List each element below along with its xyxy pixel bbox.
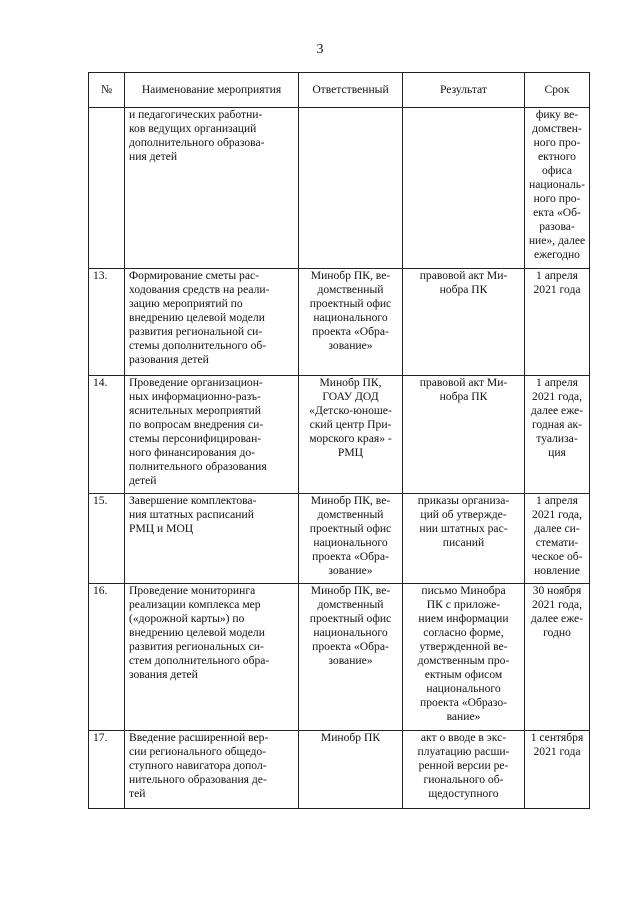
row-name: Проведение организацион- ных информационно-разъ- яснительных мероприятий по вопросам внедрения си- стемы персонифицирован- ного финансирования до- полнительного образования детей [125, 376, 299, 494]
row-num: 14. [89, 376, 125, 494]
table-row [89, 376, 590, 494]
row-num: 15. [89, 494, 125, 584]
header-name: Наименование мероприятия [125, 73, 299, 108]
row-deadline: 1 апреля 2021 года, далее еже- годная ак- туализа- ция [525, 376, 590, 494]
row-result [403, 108, 525, 269]
row-result: правовой акт Ми- нобра ПК [403, 376, 525, 494]
row-responsible: Минобр ПК, ве- домственный проектный офис национального проекта «Обра- зование» [299, 584, 403, 731]
row-responsible [299, 108, 403, 269]
table-header-row [89, 73, 590, 108]
row-num: 13. [89, 269, 125, 376]
table-row [89, 494, 590, 584]
row-result: письмо Минобра ПК с приложе- нием информации согласно форме, утвержденной ве- домственным про- ектным офисом национального проекта «Образо- вание» [403, 584, 525, 731]
row-result: правовой акт Ми- нобра ПК [403, 269, 525, 376]
row-deadline: 1 сентября 2021 года [525, 731, 590, 809]
row-responsible: Минобр ПК, ве- домственный проектный офис национального проекта «Обра- зование» [299, 494, 403, 584]
header-deadline: Срок [525, 73, 590, 108]
row-deadline: 1 апреля 2021 года [525, 269, 590, 376]
row-deadline: 30 ноября 2021 года, далее еже- годно [525, 584, 590, 731]
row-responsible: Минобр ПК [299, 731, 403, 809]
header-responsible: Ответственный [299, 73, 403, 108]
row-deadline: фику ве- домствен- ного про- ектного офиса националь- ного про- екта «Об- разова- ние», далее ежегодно [525, 108, 590, 269]
table-row [89, 108, 590, 269]
header-result: Результат [403, 73, 525, 108]
table-row [89, 269, 590, 376]
table-row [89, 584, 590, 731]
row-responsible: Минобр ПК, ве- домственный проектный офис национального проекта «Обра- зование» [299, 269, 403, 376]
row-num: 17. [89, 731, 125, 809]
row-result: акт о вводе в экс- плуатацию расши- ренной версии ре- гионального об- щедоступного [403, 731, 525, 809]
page-number: 3 [316, 42, 324, 57]
row-responsible: Минобр ПК, ГОАУ ДОД «Детско-юноше- ский центр При- морского края» - РМЦ [299, 376, 403, 494]
row-name: Введение расширенной вер- сии регионального общедо- ступного навигатора допол- нительного образования де- тей [125, 731, 299, 809]
row-name: Проведение мониторинга реализации комплекса мер («дорожной карты») по внедрению целевой модели развития региональных си- стем дополнительного обра- зования детей [125, 584, 299, 731]
row-name: Формирование сметы рас- ходования средств на реали- зацию мероприятий по внедрению целевой модели развития региональной си- стемы дополнительного об- разования детей [125, 269, 299, 376]
row-num: 16. [89, 584, 125, 731]
row-num [89, 108, 125, 269]
row-name: и педагогических работни- ков ведущих организаций дополнительного образова- ния детей [125, 108, 299, 269]
table-row [89, 731, 590, 809]
row-result: приказы организа- ций об утвержде- нии штатных рас- писаний [403, 494, 525, 584]
row-deadline: 1 апреля 2021 года, далее си- стемати- ческое об- новление [525, 494, 590, 584]
events-table [88, 72, 590, 809]
row-name: Завершение комплектова- ния штатных расписаний РМЦ и МОЦ [125, 494, 299, 584]
header-num: № [89, 73, 125, 108]
